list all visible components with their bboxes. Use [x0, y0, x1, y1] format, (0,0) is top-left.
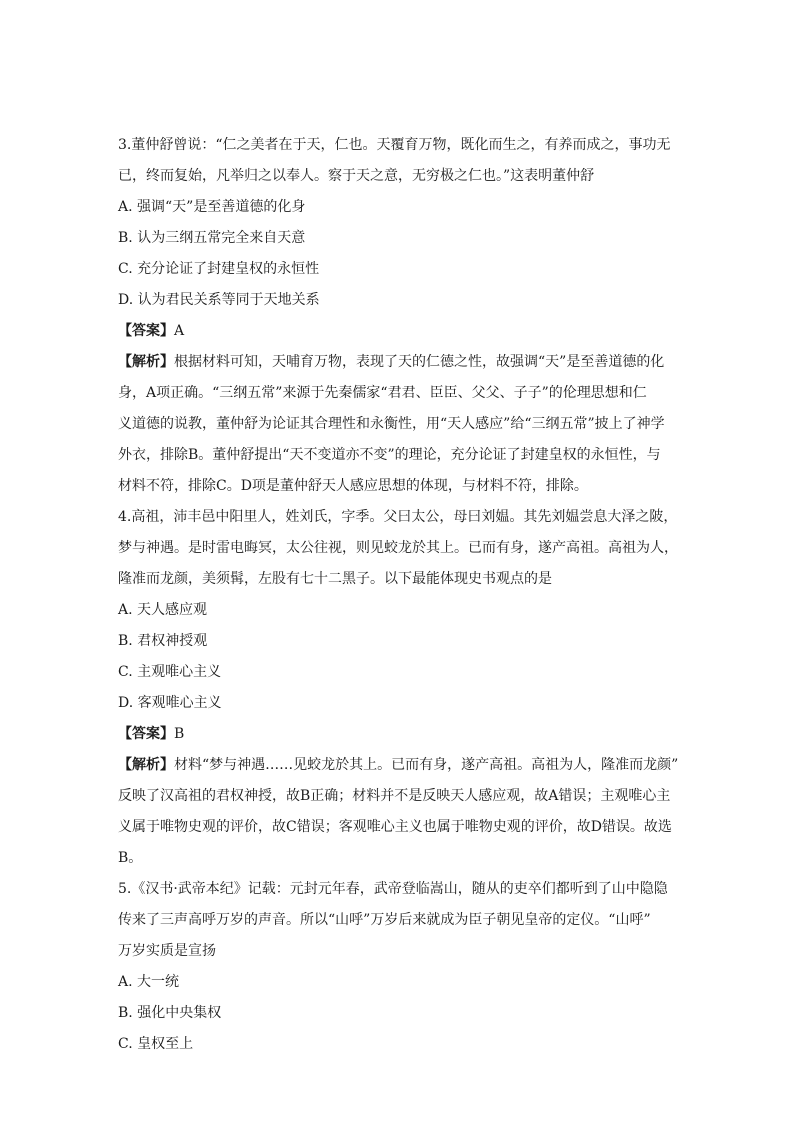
question-3-analysis-line-5: 材料不符，排除C。D项是董仲舒天人感应思想的体现，与材料不符，排除。 — [118, 478, 588, 494]
question-4-stem-line-1: 4.高祖，沛丰邑中阳里人，姓刘氏，字季。父曰太公，母曰刘媪。其先刘媪尝息大泽之陂， — [118, 509, 678, 525]
question-4 — [118, 502, 680, 874]
question-4-stem-line-2: 梦与神遇。是时雷电晦冥，太公往视，则见蛟龙於其上。已而有身，遂产高祖。高祖为人， — [118, 540, 678, 556]
question-4-answer — [118, 719, 680, 750]
question-3-option-b: B. 认为三纲五常完全来自天意 — [118, 230, 306, 246]
analysis-text: 材料“梦与神遇……见蛟龙於其上。已而有身，遂产高祖。高祖为人，隆准而龙颜” — [174, 757, 679, 773]
question-4-option-b: B. 君权神授观 — [118, 633, 208, 649]
answer-value: B — [174, 726, 185, 742]
question-4-stem-line-3: 隆准而龙颜，美须髯，左股有七十二黑子。以下最能体现史书观点的是 — [118, 571, 552, 587]
question-5-option-c: C. 皇权至上 — [118, 1036, 194, 1052]
analysis-text: 根据材料可知，天哺育万物，表现了天的仁德之性，故强调“天”是至善道德的化 — [174, 354, 665, 370]
question-5-stem-line-1: 5.《汉书·武帝本纪》记载：元封元年春，武帝登临嵩山，随从的吏卒们都听到了山中隐隐 — [118, 881, 668, 897]
question-3-option-a: A. 强调“天”是至善道德的化身 — [118, 199, 306, 215]
question-3-stem-line-1: 3.董仲舒曾说：“仁之美者在于天，仁也。天覆育万物，既化而生之，有养而成之，事功无 — [118, 137, 671, 153]
analysis-label: 【解析】 — [118, 757, 174, 773]
question-3-analysis-line-2: 身，A项正确。“三纲五常”来源于先秦儒家“君君、臣臣、父父、子子”的伦理思想和仁 — [118, 385, 647, 401]
question-4-analysis-line-4: B。 — [118, 850, 143, 866]
question-4-analysis-line-2: 反映了汉高祖的君权神授，故B正确；材料并不是反映天人感应观，故A错误；主观唯心主 — [118, 788, 671, 804]
question-5-option-a: A. 大一统 — [118, 974, 180, 990]
answer-label: 【答案】 — [118, 726, 174, 742]
question-5-option-b: B. 强化中央集权 — [118, 1005, 222, 1021]
question-3-option-d: D. 认为君民关系等同于天地关系 — [118, 292, 320, 308]
question-4-analysis-line-1 — [118, 750, 680, 781]
question-3-analysis-line-3: 义道德的说教，董仲舒为论证其合理性和永衡性，用“天人感应”给“三纲五常”披上了神学 — [118, 416, 665, 432]
page-content — [118, 130, 680, 1060]
question-4-analysis-line-3: 义属于唯物史观的评价，故C错误；客观唯心主义也属于唯物史观的评价，故D错误。故选 — [118, 819, 672, 835]
question-4-option-c: C. 主观唯心主义 — [118, 664, 222, 680]
question-3-option-c: C. 充分论证了封建皇权的永恒性 — [118, 261, 320, 277]
question-3-stem-line-2: 已，终而复始，凡举归之以奉人。察于天之意，无穷极之仁也。”这表明董仲舒 — [118, 168, 595, 184]
question-3-answer — [118, 316, 680, 347]
answer-label: 【答案】 — [118, 323, 174, 339]
question-3 — [118, 130, 680, 502]
question-3-analysis-line-1 — [118, 347, 680, 378]
question-3-analysis-line-4: 外衣，排除B。董仲舒提出“天不变道亦不变”的理论，充分论证了封建皇权的永恒性，与 — [118, 447, 661, 463]
question-5-stem-line-3: 万岁实质是宣扬 — [118, 943, 216, 959]
answer-value: A — [174, 323, 185, 339]
question-5 — [118, 874, 680, 1060]
question-4-option-d: D. 客观唯心主义 — [118, 695, 222, 711]
question-4-option-a: A. 天人感应观 — [118, 602, 208, 618]
analysis-label: 【解析】 — [118, 354, 174, 370]
question-5-stem-line-2: 传来了三声高呼万岁的声音。所以“山呼”万岁后来就成为臣子朝见皇帝的定仪。“山呼” — [118, 912, 651, 928]
